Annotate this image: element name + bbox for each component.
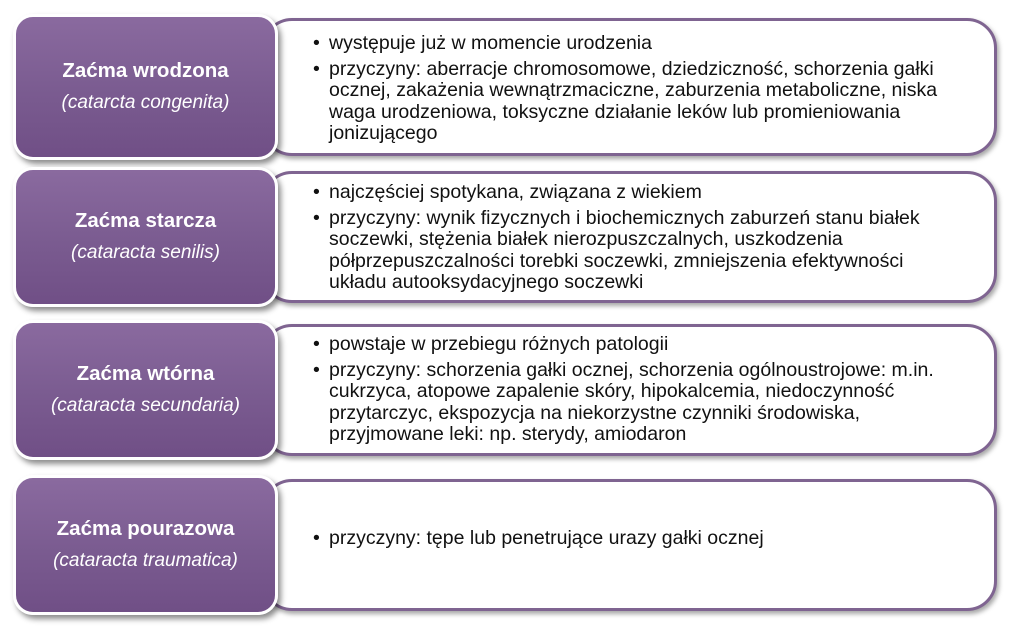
point-text: przyczyny: aberracje chromosomowe, dziedziczność, schorzenia gałki ocznej, zakażenia wewnątrzmaciczne, zaburzenia metaboliczne, niska waga urodzeniowa, toksyczne działanie leków lub promieniowania jonizującego (329, 57, 938, 144)
bullet-icon: • (313, 206, 320, 229)
content-box-congenital (262, 18, 997, 156)
list-item (313, 59, 966, 145)
bullet-icon: • (313, 32, 320, 54)
bullet-icon: • (313, 57, 320, 80)
point-text: przyczyny: wynik fizycznych i biochemicznych zaburzeń stanu białek soczewki, stężenia białek nierozpuszczalnych, uszkodzenia półprzepuszczalności torebki soczewki, zmniejszenia efektywności układu autooksydacyjnego soczewki (329, 206, 920, 293)
points-list (313, 528, 966, 554)
list-item (313, 33, 966, 55)
points-list (313, 33, 966, 149)
cataract-row-senile (0, 167, 1023, 307)
label-box-traumatic (13, 475, 278, 615)
category-title: Zaćma pourazowa (56, 517, 235, 540)
label-box-senile (13, 167, 278, 307)
bullet-icon: • (313, 181, 320, 203)
content-box-senile (262, 171, 997, 303)
latin-name: (catarcta congenita) (61, 92, 230, 113)
point-text: powstaje w przebiegu różnych patologii (329, 333, 669, 355)
content-box-secondary (262, 324, 997, 456)
content-box-traumatic (262, 479, 997, 611)
latin-name: (cataracta secundaria) (50, 395, 241, 416)
category-title: Zaćma wrodzona (62, 59, 229, 82)
label-box-congenital (13, 14, 278, 160)
label-box-secondary (13, 320, 278, 460)
list-item (313, 360, 966, 446)
category-title: Zaćma wtórna (76, 362, 215, 385)
list-item (313, 208, 966, 294)
latin-name: (cataracta traumatica) (53, 550, 238, 571)
list-item (313, 182, 966, 204)
point-text: przyczyny: schorzenia gałki ocznej, schorzenia ogólnoustrojowe: m.in. cukrzyca, atopowe zapalenie skóry, hipokalcemia, niedoczynność przytarczyc, ekspozycja na niekorzystne czynniki środowiska, przyjmowane leki: np. sterydy, amiodaron (329, 358, 934, 445)
category-title: Zaćma starcza (74, 209, 217, 232)
point-text: występuje już w momencie urodzenia (329, 32, 652, 54)
bullet-icon: • (313, 527, 320, 549)
point-text: najczęściej spotykana, związana z wiekiem (329, 181, 702, 203)
cataract-row-traumatic (0, 475, 1023, 615)
point-text: przyczyny: tępe lub penetrujące urazy gałki ocznej (329, 527, 764, 549)
points-list (313, 334, 966, 450)
latin-name: (cataracta senilis) (71, 242, 220, 263)
cataract-row-congenital (0, 14, 1023, 160)
bullet-icon: • (313, 333, 320, 355)
bullet-icon: • (313, 358, 320, 381)
cataract-row-secondary (0, 320, 1023, 460)
list-item (313, 334, 966, 356)
points-list (313, 182, 966, 298)
list-item (313, 528, 966, 550)
